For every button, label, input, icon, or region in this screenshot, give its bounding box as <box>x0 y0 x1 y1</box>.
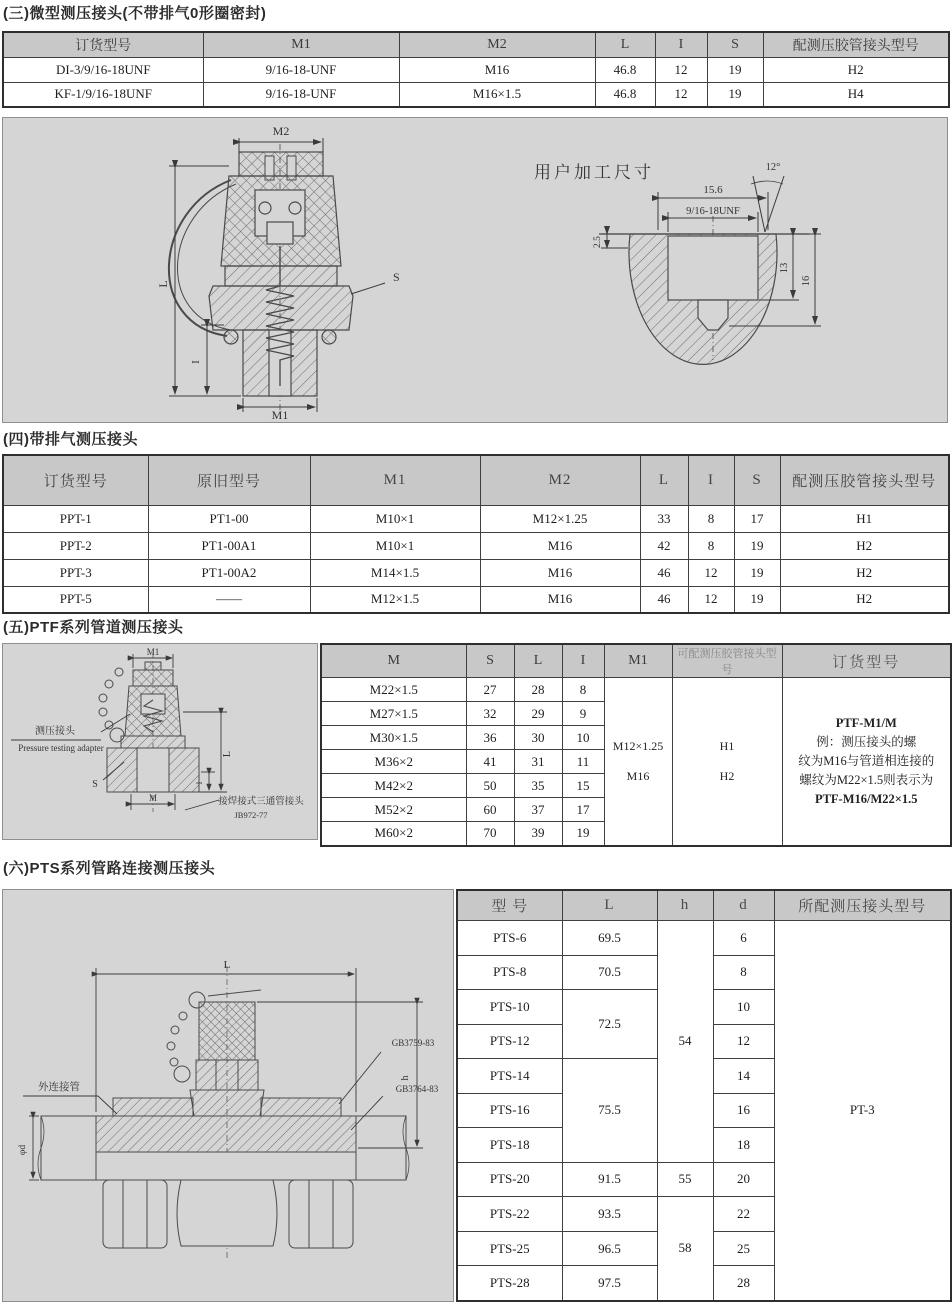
cell-model: PTS-22 <box>457 1197 562 1232</box>
dim-label-m: M <box>148 793 158 803</box>
cell-model: PTS-16 <box>457 1093 562 1128</box>
m1-value: M12×1.25 <box>612 739 664 754</box>
col-header: 原旧型号 <box>148 455 310 505</box>
dim-label-thread: 9/16-18UNF <box>686 206 740 217</box>
col-header: 配测压胶管接头型号 <box>763 32 949 57</box>
header-row <box>457 890 951 921</box>
cell: 8 <box>688 532 734 559</box>
cell-model: KF-1/9/16-18UNF <box>3 82 203 107</box>
cell: 30 <box>514 726 562 750</box>
cell: 22 <box>713 1197 774 1232</box>
header-row <box>321 644 951 678</box>
dim-label-16: 16 <box>801 275 812 287</box>
chain-ring <box>110 728 124 742</box>
cell: 17 <box>562 798 604 822</box>
cell-hose-merged <box>672 678 782 846</box>
dim-label-m1: M1 <box>146 647 160 657</box>
cell-adapter-merged: PT-3 <box>774 921 951 1301</box>
center-barrel <box>177 1180 277 1246</box>
cell: 10 <box>562 726 604 750</box>
standard-label-2: GB3764-83 <box>395 1083 439 1094</box>
leader-tee <box>185 800 219 810</box>
o-ring-left <box>224 330 238 344</box>
chain-link <box>167 1042 175 1050</box>
col-header: L <box>640 455 688 505</box>
note-line: 螺纹为M22×1.5则表示为 <box>799 772 934 787</box>
dim-label-angle: 12° <box>765 162 781 173</box>
section4-title: (四)带排气测压接头 <box>3 431 138 448</box>
table-row <box>3 559 949 586</box>
micro-adapter-drawing-box <box>2 117 948 423</box>
col-header: I <box>562 644 604 678</box>
cell: 46.8 <box>595 82 655 107</box>
table-row <box>3 57 949 82</box>
pts-drawing <box>3 890 453 1301</box>
cell: M42×2 <box>321 774 466 798</box>
neck <box>225 266 337 286</box>
table-row <box>457 921 951 956</box>
cell-model: PPT-5 <box>3 586 148 613</box>
pts-table <box>456 889 952 1302</box>
cell: 35 <box>514 774 562 798</box>
tee-body <box>96 1116 356 1152</box>
table-row <box>3 82 949 107</box>
cell: 9 <box>562 702 604 726</box>
cell-l-merged: 75.5 <box>562 1059 657 1163</box>
cell: M14×1.5 <box>310 559 480 586</box>
col-header: M1 <box>203 32 399 57</box>
table-row <box>321 678 951 702</box>
pipe-bore <box>96 1152 356 1180</box>
cell: 29 <box>514 702 562 726</box>
o-ring-right <box>322 330 336 344</box>
cell: M10×1 <box>310 505 480 532</box>
cell: 8 <box>562 678 604 702</box>
standard-label-1: GB3759-83 <box>391 1037 435 1048</box>
section3-title: (三)微型测压接头(不带排气0形圈密封) <box>3 5 267 22</box>
col-header: 配测压胶管接头型号 <box>780 455 949 505</box>
cell: M27×1.5 <box>321 702 466 726</box>
dim-label-m1: M1 <box>271 408 289 422</box>
hose-value: H1 <box>719 739 735 754</box>
cell: 39 <box>514 822 562 846</box>
cell: 28 <box>713 1266 774 1301</box>
cell: 19 <box>734 586 780 613</box>
leader-gb1 <box>339 1052 381 1104</box>
cell-l-merged: 72.5 <box>562 990 657 1059</box>
cell: 19 <box>734 532 780 559</box>
col-header: 可配测压胶管接头型号 <box>672 644 782 678</box>
cell-model: PPT-2 <box>3 532 148 559</box>
col-header: M <box>321 644 466 678</box>
tee-label: 接焊接式三通管接头 <box>218 797 304 807</box>
cell: H2 <box>763 57 949 82</box>
col-header: h <box>657 890 713 921</box>
cell: 18 <box>713 1128 774 1163</box>
cell: PT1-00A2 <box>148 559 310 586</box>
vent-adapter-table <box>2 454 950 614</box>
ptf-table <box>320 643 952 847</box>
dim-label-m2: M2 <box>272 124 290 138</box>
col-header: 型 号 <box>457 890 562 921</box>
chain-link <box>179 1012 187 1020</box>
adapter-label-en: Pressure testing adapter <box>18 743 104 753</box>
cell-model: PTS-6 <box>457 921 562 956</box>
cell: H2 <box>780 586 949 613</box>
col-header: S <box>734 455 780 505</box>
note-line: 纹为M16与管道相连接的 <box>798 753 935 768</box>
cell: 93.5 <box>562 1197 657 1232</box>
dim-label-phid: φd <box>18 1144 28 1155</box>
left-pipe <box>41 1116 96 1180</box>
cell: 19 <box>734 559 780 586</box>
cell: 6 <box>713 921 774 956</box>
cell: M16 <box>480 532 640 559</box>
col-header: L <box>562 890 657 921</box>
cell-model: DI-3/9/16-18UNF <box>3 57 203 82</box>
col-header: 订货型号 <box>3 32 203 57</box>
cell: M12×1.5 <box>310 586 480 613</box>
cell: M16 <box>480 559 640 586</box>
cell: M36×2 <box>321 750 466 774</box>
m1-value: M16 <box>626 769 650 784</box>
collar <box>121 736 185 748</box>
col-header: L <box>595 32 655 57</box>
col-header: M2 <box>399 32 595 57</box>
table-row <box>3 505 949 532</box>
cell: 10 <box>713 990 774 1025</box>
chain-ring-bottom <box>174 1066 190 1082</box>
col-header: M1 <box>310 455 480 505</box>
cell: 28 <box>514 678 562 702</box>
cell: 37 <box>514 798 562 822</box>
note-line: 例：测压接头的螺 <box>816 734 917 749</box>
cell: 8 <box>713 955 774 990</box>
cell: 19 <box>707 57 763 82</box>
cell: M12×1.25 <box>480 505 640 532</box>
chain-link <box>170 1058 178 1066</box>
cell: M52×2 <box>321 798 466 822</box>
right-boss <box>261 1098 341 1116</box>
tee-standard: JB972-77 <box>234 810 268 820</box>
cell: 12 <box>688 586 734 613</box>
cell-model: PTS-18 <box>457 1128 562 1163</box>
col-header: M1 <box>604 644 672 678</box>
cell: 15 <box>562 774 604 798</box>
cell: 97.5 <box>562 1266 657 1301</box>
cell-order-note <box>782 678 951 846</box>
pts-section-row <box>2 889 952 1302</box>
cell: M16 <box>480 586 640 613</box>
col-header: M2 <box>480 455 640 505</box>
right-nut <box>289 1180 353 1248</box>
header-row <box>3 455 949 505</box>
cell-model: PPT-1 <box>3 505 148 532</box>
chain-link <box>115 668 123 676</box>
cell: 69.5 <box>562 921 657 956</box>
hose-value: H2 <box>719 769 735 784</box>
note-line: PTF-M1/M <box>835 715 897 730</box>
dim-label-i: I <box>190 360 202 364</box>
cell: 9/16-18-UNF <box>203 82 399 107</box>
dim-label-l: L <box>222 750 233 758</box>
cell: H2 <box>780 532 949 559</box>
col-header: 订货型号 <box>3 455 148 505</box>
cell: H4 <box>763 82 949 107</box>
cell: 70.5 <box>562 955 657 990</box>
note-line: PTF-M16/M22×1.5 <box>814 791 918 806</box>
dim-label-13: 13 <box>779 262 790 274</box>
cell: 32 <box>466 702 514 726</box>
cell-model: PTS-20 <box>457 1162 562 1197</box>
adapter-label-cn: 测压接头 <box>35 726 75 737</box>
cell: 36 <box>466 726 514 750</box>
cell: 33 <box>640 505 688 532</box>
cell: 19 <box>562 822 604 846</box>
cell: 12 <box>688 559 734 586</box>
dim-label-2-5: 2.5 <box>593 236 603 248</box>
cell: 91.5 <box>562 1162 657 1197</box>
cell: 46.8 <box>595 57 655 82</box>
cell-h-merged: 54 <box>657 921 713 1163</box>
cell: M10×1 <box>310 532 480 559</box>
cell: 50 <box>466 774 514 798</box>
cell: 12 <box>713 1024 774 1059</box>
chain-link <box>105 680 113 688</box>
cell: 8 <box>688 505 734 532</box>
knurled-cap <box>199 1002 255 1060</box>
col-header: S <box>707 32 763 57</box>
left-boss <box>113 1098 193 1116</box>
col-header: I <box>655 32 707 57</box>
cell: 31 <box>514 750 562 774</box>
ptf-drawing <box>3 644 317 839</box>
cell: 46 <box>640 559 688 586</box>
dim-label-h: h <box>400 1075 411 1080</box>
chain-link <box>171 1026 179 1034</box>
pipe-label: 外连接管 <box>38 1081 80 1093</box>
cell-model: PTS-28 <box>457 1266 562 1301</box>
cell-model: PTS-12 <box>457 1024 562 1059</box>
dim-label-s: S <box>393 270 400 284</box>
hex-nut <box>196 1060 258 1090</box>
cell: 20 <box>713 1162 774 1197</box>
angle-line-1 <box>753 176 765 232</box>
dim-label-15-6: 15.6 <box>703 184 723 196</box>
col-header: S <box>466 644 514 678</box>
cell: M16 <box>399 57 595 82</box>
section5-title: (五)PTF系列管道测压接头 <box>3 619 184 636</box>
cell-model: PTS-8 <box>457 955 562 990</box>
chain-link <box>99 708 107 716</box>
cell: 55 <box>657 1162 713 1197</box>
cell: M16×1.5 <box>399 82 595 107</box>
cell-model: PTS-10 <box>457 990 562 1025</box>
left-nut <box>103 1180 167 1248</box>
ptf-drawing-box <box>2 643 318 840</box>
cap-knob <box>239 152 323 176</box>
cell: 41 <box>466 750 514 774</box>
cell: 16 <box>713 1093 774 1128</box>
ptf-section-row <box>2 643 952 847</box>
col-header: L <box>514 644 562 678</box>
dim-label-i: I <box>195 781 204 785</box>
cell: M30×1.5 <box>321 726 466 750</box>
micro-adapter-table <box>2 31 950 108</box>
table-row <box>3 586 949 613</box>
cell: 12 <box>655 82 707 107</box>
cell: 12 <box>655 57 707 82</box>
cell-m1-merged <box>604 678 672 846</box>
cell: 19 <box>707 82 763 107</box>
cell: M60×2 <box>321 822 466 846</box>
cell: 27 <box>466 678 514 702</box>
leader-s <box>351 283 385 294</box>
cross-section-drawing <box>3 118 947 422</box>
pts-drawing-box <box>2 889 454 1302</box>
chain-link <box>99 694 107 702</box>
cell: 9/16-18-UNF <box>203 57 399 82</box>
col-header: I <box>688 455 734 505</box>
cell: —— <box>148 586 310 613</box>
section6-title: (六)PTS系列管路连接测压接头 <box>3 859 216 877</box>
cap-knob <box>145 662 161 670</box>
dim-label-s: S <box>92 779 98 790</box>
cell: PT1-00A1 <box>148 532 310 559</box>
col-header: 订货型号 <box>782 644 951 678</box>
col-header: 所配测压接头型号 <box>774 890 951 921</box>
cell: PT1-00 <box>148 505 310 532</box>
cell: H2 <box>780 559 949 586</box>
cell: 60 <box>466 798 514 822</box>
adapter-flange <box>190 1090 264 1116</box>
header-row <box>3 32 949 57</box>
cell: 14 <box>713 1059 774 1094</box>
cell-model: PTS-14 <box>457 1059 562 1094</box>
cell: 25 <box>713 1231 774 1266</box>
cell: 17 <box>734 505 780 532</box>
cell-h-merged: 58 <box>657 1197 713 1301</box>
cell: H1 <box>780 505 949 532</box>
dim-label-l: L <box>156 280 170 288</box>
cell: 42 <box>640 532 688 559</box>
cell-model: PPT-3 <box>3 559 148 586</box>
cell: 11 <box>562 750 604 774</box>
cell: 96.5 <box>562 1231 657 1266</box>
cell: 70 <box>466 822 514 846</box>
col-header: d <box>713 890 774 921</box>
cell: M22×1.5 <box>321 678 466 702</box>
cell-model: PTS-25 <box>457 1231 562 1266</box>
cap <box>133 670 173 686</box>
dim-label-l: L <box>223 958 231 971</box>
cap-pin <box>208 990 261 996</box>
cell: 46 <box>640 586 688 613</box>
machining-title: 用户加工尺寸 <box>534 163 654 182</box>
thread-cavity <box>668 236 758 300</box>
table-row <box>3 532 949 559</box>
